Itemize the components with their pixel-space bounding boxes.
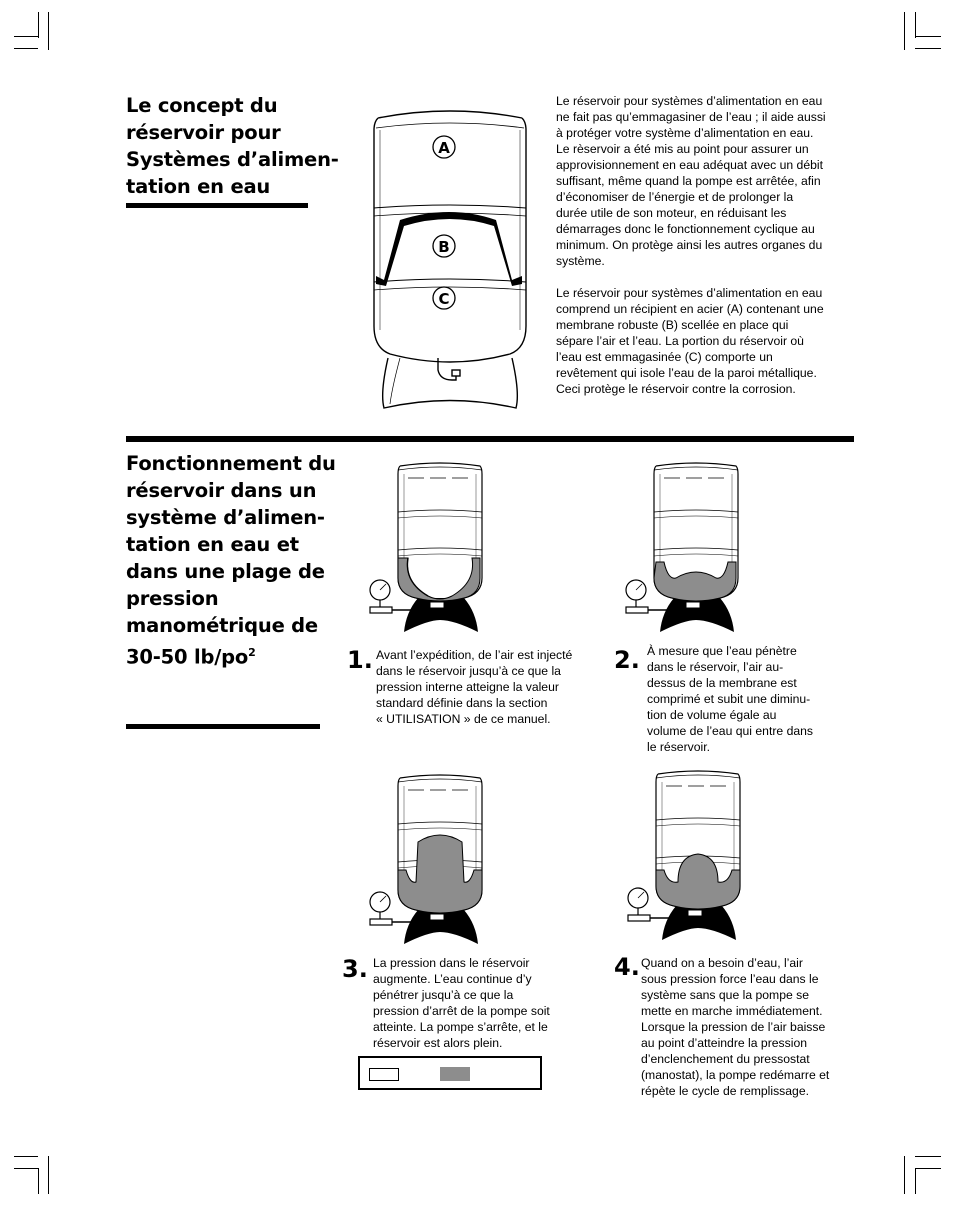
text-line: dans le réservoir, l’air au- <box>647 660 784 674</box>
text-line: sépare l’air et l’eau. La portion du réservoir où <box>556 334 804 348</box>
text-line: approvisionnement en eau adéquat avec un débit <box>556 158 823 172</box>
section1-title-rule <box>126 203 308 208</box>
text-line: Le réservoir pour systèmes d’alimentation en eau <box>556 286 823 300</box>
legend-air-swatch <box>369 1068 399 1081</box>
paragraph-1 <box>556 93 826 269</box>
title-line: Systèmes d’alimen- <box>126 148 339 171</box>
step4-diagram <box>626 770 776 942</box>
text-line: ne fait pas qu’emmagasiner de l’eau ; il aide aussi <box>556 110 826 124</box>
text-line: membrane robuste (B) scellée en place qui <box>556 318 789 332</box>
text-line: pénétrer jusqu’à ce que la <box>373 988 514 1002</box>
section1-title <box>126 92 339 200</box>
text-line: La pression dans le réservoir <box>373 956 530 970</box>
text-line: à protéger votre système d’alimentation en eau. <box>556 126 814 140</box>
text-line: pression d’arrêt de la pompe soit <box>373 1004 550 1018</box>
text-line: volume de l’eau qui entre dans <box>647 724 813 738</box>
legend-box <box>358 1056 542 1090</box>
title-line: réservoir pour <box>126 121 281 144</box>
title-line: Fonctionnement du <box>126 452 336 475</box>
legend-water-swatch <box>440 1067 470 1081</box>
text-line: standard définie dans la section <box>376 696 548 710</box>
text-line: Avant l’expédition, de l’air est injecté <box>376 648 573 662</box>
step3-number: 3. <box>342 955 368 983</box>
tank-diagram <box>370 108 530 410</box>
text-line: dessus de la membrane est <box>647 676 797 690</box>
text-line: suffisant, même quand la pompe est arrêtée, afin <box>556 174 821 188</box>
step3-diagram <box>368 774 518 946</box>
text-line: comprend un récipient en acier (A) contenant une <box>556 302 824 316</box>
label-c: C <box>438 290 450 308</box>
text-line: le réservoir. <box>647 740 710 754</box>
title-line: pression <box>126 587 219 610</box>
text-line: d’économiser de l’énergie et de prolonger la <box>556 190 794 204</box>
text-line: mette en marche immédiatement. <box>641 1004 823 1018</box>
text-line: au point d’atteindre la pression <box>641 1036 807 1050</box>
text-line: durée utile de son moteur, en réduisant les <box>556 206 787 220</box>
step1-diagram <box>368 462 518 634</box>
paragraph-2 <box>556 285 826 397</box>
text-line: dans le réservoir jusqu’à ce que la <box>376 664 561 678</box>
step2-diagram <box>624 462 774 634</box>
section-divider <box>126 436 854 442</box>
title-line: tation en eau <box>126 175 271 198</box>
section2-title-rule <box>126 724 320 729</box>
title-last: 30-50 lb/po <box>126 645 249 669</box>
text-line: réservoir est alors plein. <box>373 1036 503 1050</box>
text-line: démarrages donc le fonctionnement cyclique au <box>556 222 815 236</box>
title-line: Le concept du <box>126 94 278 117</box>
step2-number: 2. <box>614 646 640 674</box>
step4-number: 4. <box>614 953 640 981</box>
text-line: Quand on a besoin d’eau, l’air <box>641 956 803 970</box>
title-line: tation en eau et <box>126 533 299 556</box>
step4-text <box>641 955 829 1099</box>
text-line: répète le cycle de remplissage. <box>641 1084 810 1098</box>
text-line: l’eau est emmagasinée (C) comporte un <box>556 350 773 364</box>
text-line: système. <box>556 254 605 268</box>
step1-number: 1. <box>347 646 373 674</box>
text-line: tion de volume égale au <box>647 708 777 722</box>
text-line: augmente. L’eau continue d’y <box>373 972 532 986</box>
title-line: réservoir dans un <box>126 479 317 502</box>
title-line <box>126 639 336 671</box>
title-superscript: 2 <box>248 646 256 659</box>
text-line: Ceci protège le réservoir contre la corrosion. <box>556 382 796 396</box>
step3-text <box>373 955 550 1051</box>
text-line: Le rèservoir a été mis au point pour assurer un <box>556 142 809 156</box>
title-line: dans une plage de <box>126 560 325 583</box>
text-line: À mesure que l’eau pénètre <box>647 644 797 658</box>
text-line: pression interne atteigne la valeur <box>376 680 559 694</box>
text-line: minimum. On protège ainsi les autres organes du <box>556 238 823 252</box>
text-line: revêtement qui isole l’eau de la paroi métallique. <box>556 366 817 380</box>
text-line: système sans que la pompe se <box>641 988 810 1002</box>
text-line: « UTILISATION » de ce manuel. <box>376 712 551 726</box>
title-line: manométrique de <box>126 614 318 637</box>
text-line: Lorsque la pression de l’air baisse <box>641 1020 826 1034</box>
text-line: Le réservoir pour systèmes d’alimentation en eau <box>556 94 823 108</box>
text-line: (manostat), la pompe redémarre et <box>641 1068 830 1082</box>
section2-title <box>126 450 336 671</box>
step2-text <box>647 643 813 755</box>
text-line: atteinte. La pompe s’arrête, et le <box>373 1020 548 1034</box>
section1-body <box>556 93 826 413</box>
text-line: sous pression force l’eau dans le <box>641 972 819 986</box>
text-line: comprimé et subit une diminu- <box>647 692 811 706</box>
text-line: d’enclenchement du pressostat <box>641 1052 810 1066</box>
label-a: A <box>438 139 450 157</box>
label-b: B <box>438 238 450 256</box>
title-line: système d’alimen- <box>126 506 325 529</box>
step1-text <box>376 647 572 727</box>
